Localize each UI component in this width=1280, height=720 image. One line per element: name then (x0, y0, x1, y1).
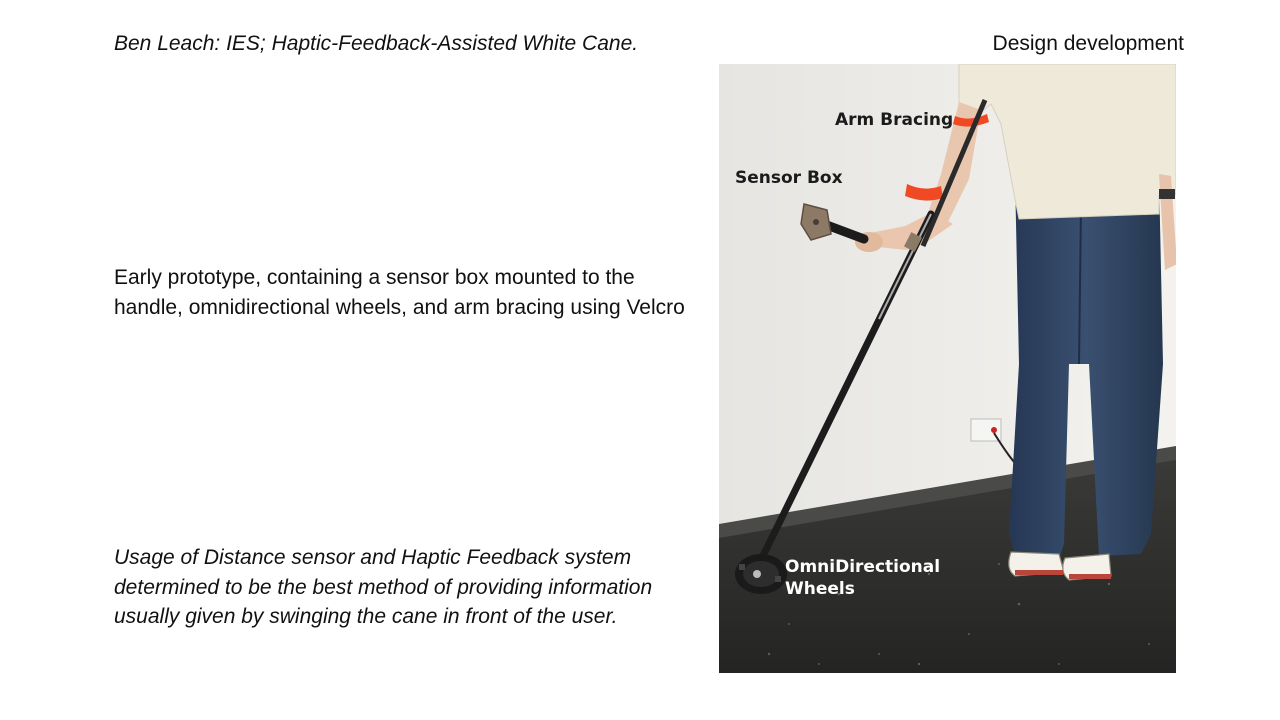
wristwatch (1159, 189, 1175, 199)
left-shoe-sole-stripe (1015, 570, 1063, 575)
arm-bracing-label: Arm Bracing (835, 110, 954, 130)
method-conclusion: Usage of Distance sensor and Haptic Feedback system determined to be the best method of providing information usually given by swinging the cane in front of the user. (114, 546, 653, 628)
prototype-photo (719, 64, 1176, 673)
omnidirectional-wheels-label: OmniDirectional Wheels (785, 557, 941, 599)
right-shoe-sole-stripe (1069, 574, 1111, 579)
section-label: Design development (992, 32, 1184, 55)
outlet-switch (991, 427, 997, 433)
sensor-eye (813, 219, 819, 225)
slide-title: Ben Leach: IES; Haptic-Feedback-Assisted White Cane. (114, 32, 639, 55)
prototype-description: Early prototype, containing a sensor box mounted to the handle, omnidirectional wheels, and arm bracing using Velcro (114, 266, 685, 319)
sensor-box-label: Sensor Box (735, 168, 843, 188)
omni-wheel (735, 554, 787, 594)
